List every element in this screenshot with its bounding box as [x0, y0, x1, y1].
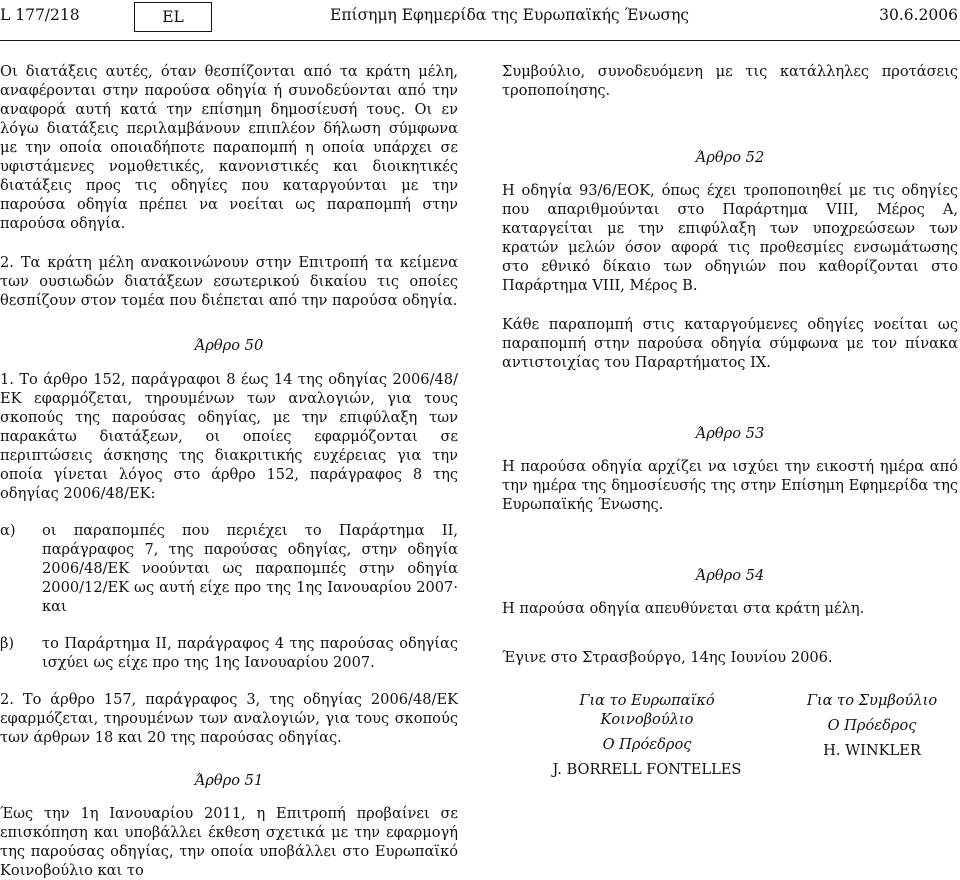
article-51-continuation: Συμβούλιο, συνοδευόμενη με τις κατάλληλες προτάσεις τροποποίησης. [502, 63, 958, 99]
journal-header [0, 0, 960, 41]
council-name: H. WINKLER [823, 742, 921, 759]
article-50-paragraph-1: 1. Το άρθρο 152, παράγραφοι 8 έως 14 της οδηγίας 2006/48/ΕΚ εφαρμόζεται, τηρουμένων των αναλογιών, για τους σκοπούς της παρούσας οδηγίας, με την επιφύλαξη των παρακάτω διατάξεων, οι οποίες εφαρμόζονται σε περιπτώσεις άσκησης της διακριτικής ευχέρειας για την οποία γίνεται λόγος στο άρθρο 152, παράγραφος 8 της οδηγίας 2006/48/ΕΚ: [0, 371, 458, 502]
signatures [502, 691, 958, 785]
language-code-box: EL [134, 2, 212, 32]
article-49-paragraph-2: 2. Τα κράτη μέλη ανακοινώνουν στην Επιτροπή τα κείμενα των ουσιωδών διατάξεων εσωτερικού δικαίου τις οποίες θεσπίζουν στον τομέα που διέπεται από την παρούσα οδηγία. [0, 254, 458, 309]
list-item-b [0, 634, 458, 672]
left-column [0, 62, 458, 880]
intro-paragraph: Οι διατάξεις αυτές, όταν θεσπίζονται από τα κράτη μέλη, αναφέρονται στην παρούσα οδηγία ή συνοδεύονται από την αναφορά αυτή κατά την επίσημη δημοσίευσή τους. Οι εν λόγω διατάξεις περιλαμβάνουν επιπλέον δήλωση σύμφωνα με την οποία οποιαδήποτε παραπομπή η οποία υπάρχει σε υφιστάμενες νομοθετικές, κανονιστικές και διοικητικές διατάξεις προς τις οδηγίες που καταργούνται με την παρούσα οδηγία πρέπει να νοείται ως παραπομπή στην παρούσα οδηγία. [0, 63, 458, 232]
list-item-b-text: το Παράρτημα II, παράγραφος 4 της παρούσας οδηγίας ισχύει ως είχε προ της 1ης Ιανουαρίου 2007. [42, 635, 458, 671]
council-label: Για το Συμβούλιο [806, 692, 938, 709]
list-item-b-label: β) [0, 635, 15, 652]
article-54-text: Η παρούσα οδηγία απευθύνεται στα κράτη μέλη. [502, 600, 865, 617]
council-signature [792, 691, 952, 785]
done-at-line: Έγινε στο Στρασβούργο, 14ης Ιουνίου 2006. [502, 649, 833, 666]
article-52-paragraph-2: Κάθε παραπομπή στις καταργούμενες οδηγίες νοείται ως παραπομπή στην παρούσα οδηγία σύμφωνα με τον πίνακα αντιστοιχίας του Παραρτήματος IX. [502, 316, 958, 371]
article-51-text: Έως την 1η Ιανουαρίου 2011, η Επιτροπή προβαίνει σε επισκόπηση και υποβάλλει έκθεση σχετικά με την εφαρμογή της παρούσας οδηγίας, την οποία υποβάλλει στο Ευρωπαϊκό Κοινοβούλιο και το [0, 805, 458, 879]
article-52-paragraph-1: Η οδηγία 93/6/ΕΟΚ, όπως έχει τροποποιηθεί με τις οδηγίες που απαριθμούνται στο Παράρτημα VIII, Μέρος Α, καταργείται με την επιφύλαξη των υποχρεώσεων των κρατών μελών όσον αφορά τις προθεσμίες ενσωμάτωσης στο εθνικό δίκαιο των οδηγιών που καθορίζονται στο Παράρτημα VIII, Μέρος Β. [502, 182, 958, 294]
article-50-heading: Άρθρο 50 [194, 337, 264, 354]
right-column [502, 62, 958, 785]
council-role: Ο Πρόεδρος [827, 717, 917, 734]
parliament-name: J. BORRELL FONTELLES [552, 761, 742, 778]
parliament-signature [502, 691, 792, 785]
journal-title: Επίσημη Εφημερίδα της Ευρωπαϊκής Ένωσης [330, 6, 690, 24]
article-53-text: Η παρούσα οδηγία αρχίζει να ισχύει την εικοστή ημέρα από την ημέρα της δημοσίευσής της στην Επίσημη Εφημερίδα της Ευρωπαϊκής Ένωσης. [502, 458, 958, 513]
page-reference: L 177/218 [0, 6, 80, 24]
article-54-heading: Άρθρο 54 [695, 567, 765, 584]
article-50-paragraph-2: 2. Το άρθρο 157, παράγραφος 3, της οδηγίας 2006/48/ΕΚ εφαρμόζεται, τηρουμένων των αναλογιών, για τους σκοπούς των άρθρων 18 και 20 της παρούσας οδηγίας. [0, 691, 458, 746]
article-53-heading: Άρθρο 53 [695, 425, 765, 442]
article-52-heading: Άρθρο 52 [695, 149, 765, 166]
article-51-heading: Άρθρο 51 [194, 772, 264, 789]
list-item-a [0, 521, 458, 616]
parliament-label: Για το Ευρωπαϊκό Κοινοβούλιο [579, 692, 715, 728]
list-item-a-text: οι παραπομπές που περιέχει το Παράρτημα II, παράγραφος 7, της παρούσας οδηγίας, στην οδηγία 2006/48/ΕΚ νοούνται ως παραπομπές στην οδηγία 2000/12/ΕΚ ως αυτή είχε προ της 1ης Ιανουαρίου 2007· και [42, 522, 458, 615]
parliament-role: Ο Πρόεδρος [602, 736, 692, 753]
issue-date: 30.6.2006 [879, 6, 958, 24]
list-item-a-label: α) [0, 522, 16, 539]
